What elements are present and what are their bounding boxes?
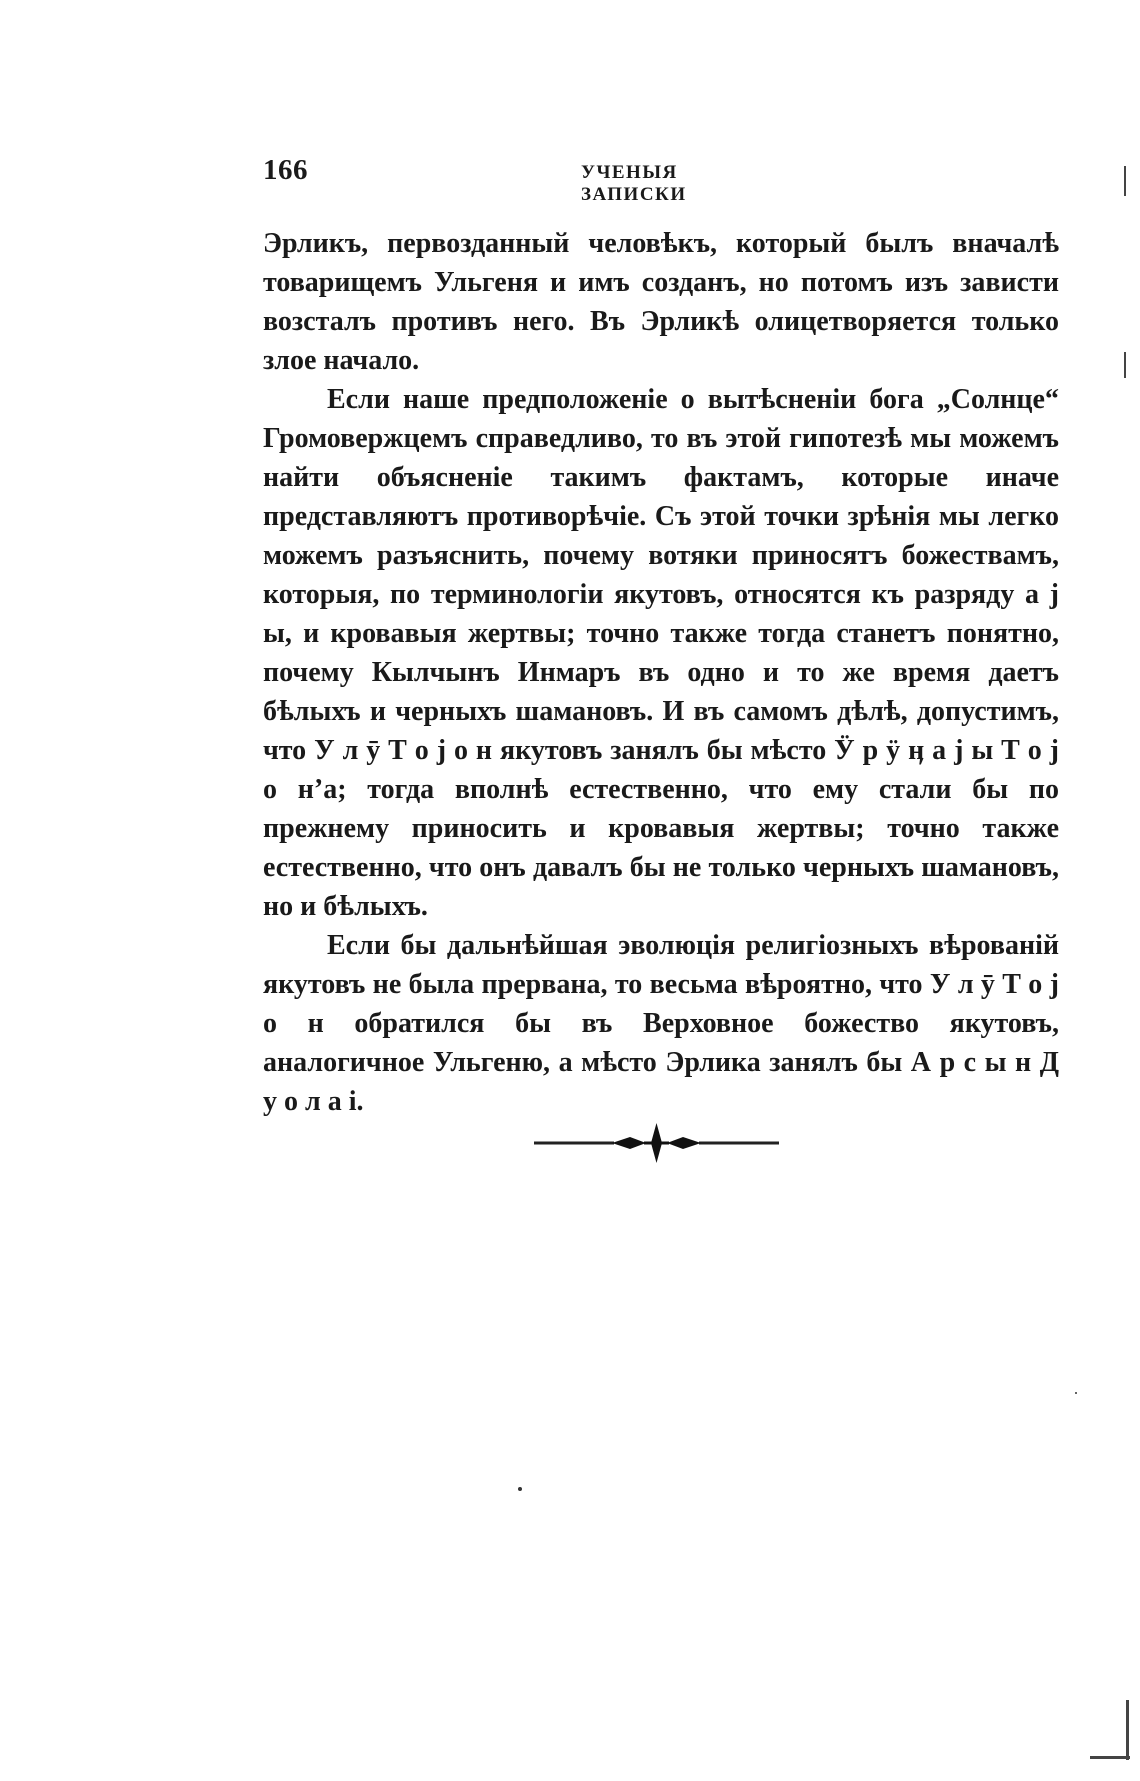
scan-edge-mark [1124,352,1126,378]
scan-edge-mark [1090,1756,1130,1759]
scan-edge-mark [1124,166,1126,196]
scan-speck [518,1487,522,1491]
page-number: 166 [263,154,308,186]
flourish-ornament-icon [534,1121,779,1165]
running-head [263,154,773,205]
paragraph-1: Эрликъ, первозданный человѣкъ, который былъ вначалѣ товарищемъ Ульгеня и имъ созданъ, но потомъ изъ зависти возсталъ противъ него. Въ Эрликѣ олицетворяется только злое начало. [263,228,1059,376]
paragraph-2: Если наше предположеніе о вытѣсненіи бога „Солнце“ Громовержцемъ справедливо, то въ этой гипотезѣ мы можемъ найти объясненіе такимъ фактамъ, которые иначе представляютъ противорѣчіе. Съ этой точки зрѣнія мы легко можемъ разъяснить, почему вотяки приносятъ божествамъ, которыя, по терминологіи якутовъ, относятся къ разряду а j ы, и кровавыя жертвы; точно также тогда станетъ понятно, почему Кылчынъ Инмаръ въ одно и то же время даетъ бѣлыхъ и черныхъ шамановъ. И въ самомъ дѣлѣ, допустимъ, что У л ӯ Т о j о н якутовъ занялъ бы мѣсто Ӱ р ӱ ӊ а j ы Т о j о н’а; тогда вполнѣ естественно, что ему стали бы по прежнему приносить и кровавыя жертвы; точно также естественно, что онъ давалъ бы не только черныхъ шамановъ, но и бѣлыхъ. [263,384,1059,922]
running-title: УЧЕНЫЯ ЗАПИСКИ [581,162,687,205]
scan-edge-mark [1126,1700,1129,1760]
paragraph-3: Если бы дальнѣйшая эволюція религіозныхъ вѣрованій якутовъ не была прервана, то весьма вѣроятно, что У л ӯ Т о j о н обратился бы въ Верховное божество якутовъ, аналогичное Ульгеню, а мѣсто Эрлика занялъ бы А р с ы н Д у о л а і. [263,930,1059,1117]
body-text [263,224,1059,1121]
scan-speck [1075,1392,1077,1394]
